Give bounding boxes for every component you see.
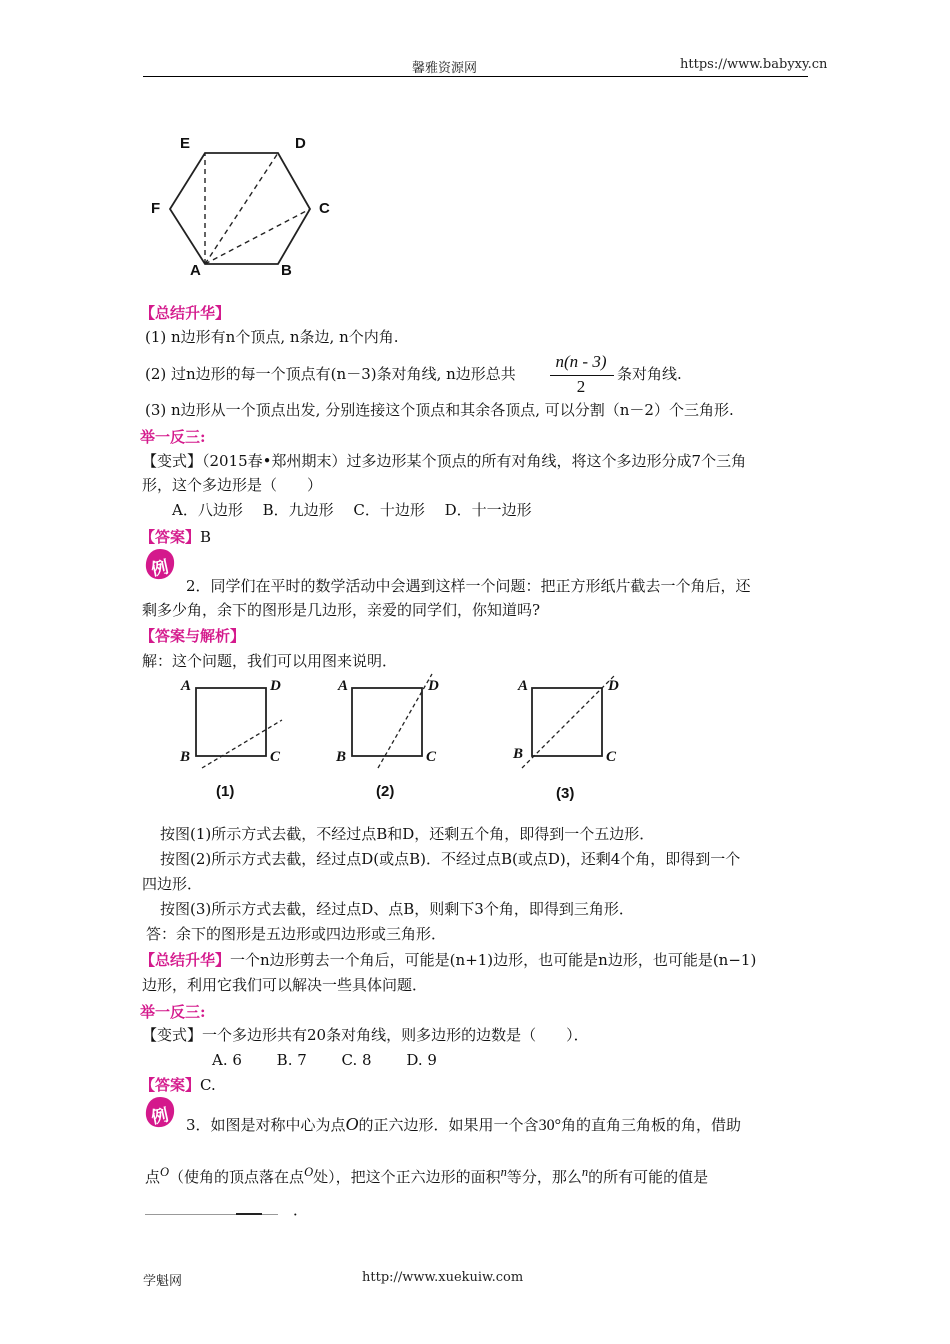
practice2-question: 【变式】一个多边形共有20条对角线，则多边形的边数是（ ）． xyxy=(142,1026,589,1044)
practice-options: A．八边形 B．九边形 C．十边形 D．十一边形 xyxy=(172,501,532,519)
example3-line2 xyxy=(145,1162,708,1187)
footer-site-url[interactable]: http://www.xuekuiw.com xyxy=(362,1270,524,1285)
example2-line1: 2．同学们在平时的数学活动中会遇到这样一个问题：把正方形纸片截去一个角后，还 xyxy=(186,577,751,595)
sq3-label-C: C xyxy=(606,749,617,765)
summary-item-3: (3) n边形从一个顶点出发, 分别连接这个顶点和其余各顶点, 可以分割（n－2）个三角形. xyxy=(145,401,734,419)
header-rule xyxy=(143,76,808,77)
ex3-text-e: （使角的顶点落在点 xyxy=(169,1168,305,1186)
practice2-answer xyxy=(140,1074,216,1095)
explanation-p2-line1: 按图(2)所示方式去截，经过点D(或点B)．不经过点B(或点D)，还剩4个角，即得到一个 xyxy=(160,850,741,868)
analysis-title: 【答案与解析】 xyxy=(140,627,246,645)
formula-bar xyxy=(550,375,614,376)
practice-question-line1: 【变式】（2015春•郑州期末）过多边形某个顶点的所有对角线，将这个多边形分成7个三角 xyxy=(142,452,747,470)
ex3-text-h: 的所有可能的值是 xyxy=(588,1168,709,1186)
summary-item-2-post: 条对角线. xyxy=(617,365,682,383)
sq2-label-B: B xyxy=(336,749,347,765)
ex3-symbol-O: O xyxy=(345,1114,359,1134)
summary2-line1 xyxy=(140,949,756,970)
explanation-answer: 答：余下的图形是五边形或四边形或三角形． xyxy=(146,925,447,943)
ex3-text-g: 等分，那么 xyxy=(506,1168,582,1186)
sq1-label-C: C xyxy=(270,749,281,765)
practice-answer xyxy=(140,526,211,547)
example2-line2: 剩多少角，余下的图形是几边形，亲爱的同学们，你知道吗? xyxy=(142,601,541,619)
sq2-label-A: A xyxy=(338,678,349,694)
practice-question-line2: 形，这个多边形是（ ） xyxy=(142,476,323,494)
diagonal-AD xyxy=(205,153,278,264)
formula-numerator: n(n - 3) xyxy=(555,352,607,371)
practice-title: 举一反三: xyxy=(140,428,206,446)
header-site-url[interactable]: https://www.babyxy.cn xyxy=(680,57,828,72)
answer2-label: 【答案】 xyxy=(140,1076,201,1094)
sq3-label-A: A xyxy=(518,678,529,694)
ex3-symbol-n-2: n xyxy=(581,1165,589,1179)
ex3-symbol-O-2: O xyxy=(160,1165,170,1179)
hex-label-B: B xyxy=(281,262,292,279)
summary-title: 【总结升华】 xyxy=(140,304,231,322)
header-site-name: 馨雅资源网 xyxy=(412,61,478,76)
ex3-symbol-n: n xyxy=(500,1165,507,1179)
caption-1: (1) xyxy=(216,783,235,800)
square-1 xyxy=(196,688,266,756)
ex3-symbol-O-3: O xyxy=(304,1165,314,1179)
sq2-label-D: D xyxy=(428,678,439,694)
practice2-options: A. 6 B. 7 C. 8 D. 9 xyxy=(212,1051,437,1069)
explanation-p1: 按图(1)所示方式去截，不经过点B和D，还剩五个角，即得到一个五边形． xyxy=(160,825,655,843)
sq3-label-D: D xyxy=(608,678,619,694)
example-badge-text: 例 xyxy=(149,557,171,581)
caption-2: (2) xyxy=(376,783,395,800)
hex-label-E: E xyxy=(180,135,191,152)
answer-value: B xyxy=(200,528,212,546)
explanation-p3: 按图(3)所示方式去截，经过点D、点B，则剩下3个角，即得到三角形． xyxy=(160,900,634,918)
hex-label-C: C xyxy=(319,200,330,217)
summary-item-2-pre: (2) 过n边形的每一个顶点有(n－3)条对角线, n边形总共 xyxy=(145,365,516,383)
example3-badge-text: 例 xyxy=(149,1105,171,1129)
hex-label-F: F xyxy=(151,200,161,217)
ex3-text-c: 角的直角三角板的角，借助 xyxy=(560,1116,741,1134)
square-2 xyxy=(352,688,422,756)
hex-label-D: D xyxy=(295,135,306,152)
ex3-text-a: 3．如图是对称中心为点 xyxy=(186,1116,346,1134)
summary2-line2: 边形，利用它我们可以解决一些具体问题． xyxy=(142,976,428,994)
summary-item-1: (1) n边形有n个顶点, n条边, n个内角. xyxy=(145,328,399,346)
ex3-angle: 30° xyxy=(538,1117,561,1134)
answer-label: 【答案】 xyxy=(140,528,201,546)
explanation-p2-line2: 四边形． xyxy=(142,875,203,893)
sq3-label-B: B xyxy=(513,746,524,762)
formula-denominator: 2 xyxy=(576,377,586,396)
sq1-label-A: A xyxy=(181,678,192,694)
summary2-title: 【总结升华】 xyxy=(140,951,231,969)
answer-blank-mark xyxy=(236,1213,262,1215)
ex3-text-f: 处），把这个正六边形的面积 xyxy=(313,1168,501,1186)
ex3-text-d: 点 xyxy=(145,1168,161,1186)
sq1-label-D: D xyxy=(270,678,281,694)
example3-line1 xyxy=(186,1114,741,1136)
ex3-text-b: 的正六边形．如果用一个含 xyxy=(358,1116,539,1134)
solution-intro: 解：这个问题，我们可以用图来说明． xyxy=(142,652,398,670)
answer-blank-period: ． xyxy=(293,1201,309,1219)
sq2-label-C: C xyxy=(426,749,437,765)
practice2-title: 举一反三: xyxy=(140,1003,206,1021)
caption-3: (3) xyxy=(556,785,575,802)
hexagon-outline xyxy=(170,153,310,264)
footer-site-name: 学魁网 xyxy=(143,1274,183,1289)
sq1-label-B: B xyxy=(180,749,191,765)
hex-label-A: A xyxy=(190,262,201,279)
answer2-value: C. xyxy=(200,1076,216,1094)
summary2-text: 一个n边形剪去一个角后，可能是(n+1)边形，也可能是n边形，也可能是(n−1) xyxy=(230,951,757,969)
